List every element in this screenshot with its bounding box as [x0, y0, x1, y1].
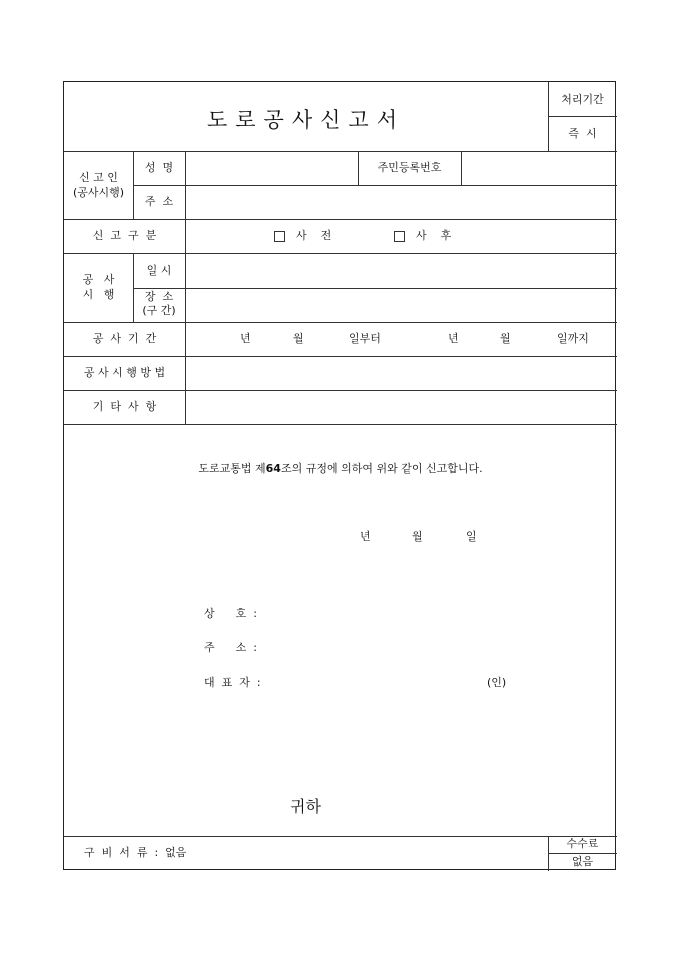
processing-period-label: 처리기간	[561, 93, 604, 106]
divider	[64, 424, 617, 425]
place-label: 장 소	[144, 290, 174, 303]
signer-address-label: 주 소 :	[204, 641, 257, 654]
period-from: 일부터	[349, 332, 381, 345]
divider	[461, 151, 462, 185]
processing-period-value: 즉 시	[568, 127, 597, 140]
divider	[133, 185, 617, 186]
reporter-sublabel: (공사시행)	[72, 186, 125, 199]
method-label: 공 사 시 행 방 법	[83, 366, 166, 379]
construction-label: 공 사	[82, 273, 115, 286]
divider	[64, 836, 617, 837]
name-label: 성 명	[144, 161, 174, 174]
divider	[548, 116, 617, 117]
period-to: 일까지	[557, 332, 589, 345]
reporter-label: 신 고 인	[79, 171, 118, 184]
form-title: 도로공사신고서	[206, 108, 405, 132]
divider	[64, 390, 617, 391]
representative-label: 대 표 자 :	[204, 676, 261, 689]
report-type-label: 신 고 구 분	[92, 229, 157, 242]
date-day: 일	[466, 530, 477, 543]
divider	[64, 253, 617, 254]
divider	[64, 219, 617, 220]
other-label: 기 타 사 항	[92, 400, 157, 413]
period-year-end: 년	[448, 332, 459, 345]
period-month-start: 월	[293, 332, 304, 345]
declaration-suffix: 조의 규정에 의하여 위와 같이 신고합니다.	[280, 462, 483, 475]
period-year-start: 년	[240, 332, 251, 345]
addressee: 귀하	[290, 797, 321, 816]
divider	[185, 151, 186, 424]
article-number: 64	[265, 462, 281, 475]
declaration	[64, 460, 617, 476]
address-label: 주 소	[144, 195, 174, 208]
divider	[64, 151, 617, 152]
divider	[548, 853, 617, 854]
before-option-label: 사 전	[296, 229, 332, 242]
datetime-label: 일 시	[146, 264, 172, 277]
after-checkbox[interactable]	[394, 231, 405, 242]
report-form	[63, 81, 616, 870]
divider	[133, 288, 617, 289]
section-label: (구 간)	[142, 304, 176, 317]
after-option-label: 사 후	[416, 229, 452, 242]
period-label: 공 사 기 간	[92, 332, 157, 345]
fee-label: 수수료	[566, 837, 599, 850]
seal-mark: (인)	[487, 676, 507, 689]
before-checkbox[interactable]	[274, 231, 285, 242]
declaration-prefix: 도로교통법 제	[198, 462, 266, 475]
construction-sublabel: 시 행	[82, 288, 115, 301]
divider	[64, 322, 617, 323]
trade-name-label: 상 호 :	[204, 607, 257, 620]
date-month: 월	[412, 530, 423, 543]
period-month-end: 월	[500, 332, 511, 345]
resident-id-label: 주민등록번호	[377, 161, 442, 174]
divider	[64, 356, 617, 357]
attachments: 구 비 서 류 : 없음	[84, 846, 187, 859]
fee-value: 없음	[571, 855, 594, 868]
date-year: 년	[360, 530, 371, 543]
